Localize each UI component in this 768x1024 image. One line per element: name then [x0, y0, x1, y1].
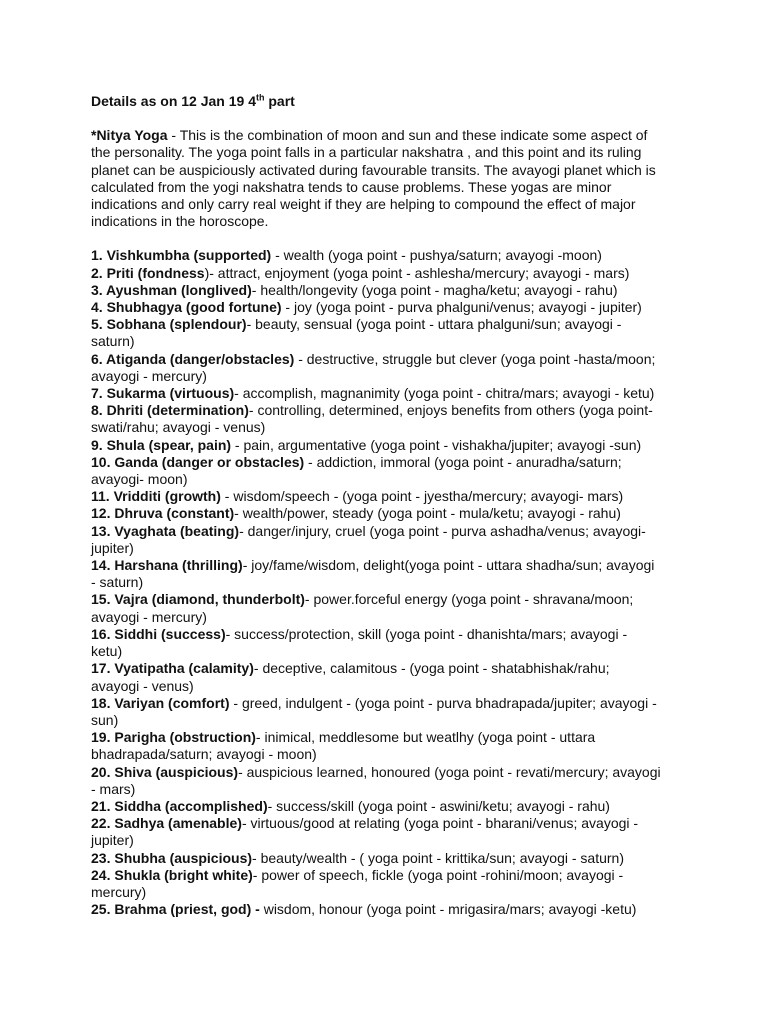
yoga-item-description: - controlling, determined, enjoys benefits from others (yoga point- — [248, 402, 653, 419]
yoga-item-title: 6. Atiganda (danger/obstacles) — [91, 350, 295, 367]
yoga-list-item — [91, 523, 691, 557]
yoga-list-item — [91, 488, 691, 505]
intro-line: indications and only carry real weight if they are helping to compound the effect of major — [91, 196, 636, 213]
yoga-item-title: 25. Brahma (priest, god) - — [91, 901, 260, 918]
yoga-item-description: - danger/injury, cruel (yoga point - purva ashadha/venus; avayogi- — [239, 522, 646, 539]
yoga-item-title: 11. Vridditi (growth) — [91, 488, 221, 505]
yoga-item-description: - beauty/wealth - ( yoga point - krittika/sun; avayogi - saturn) — [252, 849, 624, 866]
yoga-item-title: 24. Shukla (bright white) — [91, 866, 253, 883]
yoga-item-line — [91, 850, 691, 867]
yoga-item-continuation: saturn) — [91, 333, 135, 350]
yoga-list-item — [91, 351, 691, 385]
yoga-list-item — [91, 402, 691, 436]
yoga-item-line — [91, 316, 691, 333]
yoga-item-continuation: ketu) — [91, 643, 123, 660]
yoga-item-description: - pain, argumentative (yoga point - vishakha/jupiter; avayogi -sun) — [231, 436, 642, 453]
yoga-list-item — [91, 660, 691, 694]
yoga-item-title: 16. Siddhi (success) — [91, 625, 226, 642]
yoga-item-description: - wealth (yoga point - pushya/saturn; avayogi -moon) — [271, 247, 602, 264]
yoga-item-line — [91, 265, 691, 282]
yoga-item-line — [91, 764, 691, 781]
yoga-item-line — [91, 815, 691, 832]
yoga-list-item — [91, 815, 691, 849]
yoga-item-line — [91, 488, 691, 505]
yoga-list-item — [91, 867, 691, 901]
intro-line: planet can be auspiciously activated during favourable transits. The avayogi planet which is — [91, 161, 656, 178]
yoga-list-item — [91, 265, 691, 282]
yoga-item-line — [91, 695, 691, 712]
yoga-item-continuation: jupiter) — [91, 832, 134, 849]
yoga-item-description: - beauty, sensual (yoga point - uttara phalguni/sun; avayogi - — [246, 316, 622, 333]
intro-title: *Nitya Yoga — [91, 127, 168, 144]
intro-line: the personality. The yoga point falls in a particular nakshatra , and this point and its ruling — [91, 144, 642, 161]
yoga-item-title: 18. Variyan (comfort) — [91, 694, 230, 711]
yoga-item-line — [91, 626, 691, 643]
yoga-item-description: - auspicious learned, honoured (yoga point - revati/mercury; avayogi — [238, 763, 661, 780]
yoga-item-line — [91, 557, 691, 574]
yoga-list-item — [91, 437, 691, 454]
yoga-item-title: 3. Ayushman (longlived) — [91, 281, 252, 298]
yoga-item-description: - wisdom/speech - (yoga point - jyestha/mercury; avayogi- mars) — [220, 488, 624, 505]
yoga-item-description: - health/longevity (yoga point - magha/ketu; avayogi - rahu) — [251, 281, 618, 298]
yoga-item-line — [91, 523, 691, 540]
yoga-item-description: - success/skill (yoga point - aswini/ketu; avayogi - rahu) — [267, 797, 610, 814]
heading-superscript: th — [255, 92, 265, 103]
yoga-list-item — [91, 798, 691, 815]
yoga-item-description: )- attract, enjoyment (yoga point - ashlesha/mercury; avayogi - mars) — [204, 264, 630, 281]
yoga-item-title: 12. Dhruva (constant) — [91, 505, 235, 522]
yoga-item-description: - success/protection, skill (yoga point - dhanishta/mars; avayogi - — [225, 625, 628, 642]
yoga-item-description: - destructive, struggle but clever (yoga point -hasta/moon; — [294, 350, 656, 367]
yoga-list-item — [91, 505, 691, 522]
yoga-item-continuation: avayogi - mercury) — [91, 608, 207, 625]
yoga-item-continuation: avayogi- moon) — [91, 471, 188, 488]
yoga-item-description: - power of speech, fickle (yoga point -rohini/moon; avayogi - — [252, 866, 624, 883]
yoga-list-item — [91, 591, 691, 625]
yoga-item-line — [91, 591, 691, 608]
yoga-item-title: 21. Siddha (accomplished) — [91, 797, 268, 814]
yoga-item-description: - inimical, meddlesome but weatlhy (yoga point - uttara — [255, 729, 596, 746]
yoga-item-title: 22. Sadhya (amenable) — [91, 815, 242, 832]
yoga-item-line — [91, 454, 691, 471]
yoga-item-line — [91, 901, 691, 918]
yoga-list-item — [91, 764, 691, 798]
yoga-list-item — [91, 316, 691, 350]
yoga-item-line — [91, 437, 691, 454]
yoga-item-title: 20. Shiva (auspicious) — [91, 763, 239, 780]
yoga-item-description: - greed, indulgent - (yoga point - purva bhadrapada/jupiter; avayogi - — [229, 694, 657, 711]
yoga-item-continuation: - saturn) — [91, 574, 144, 591]
yoga-item-title: 8. Dhriti (determination) — [91, 402, 249, 419]
intro-first-line-rest: - This is the combination of moon and sun and these indicate some aspect of — [167, 127, 648, 144]
yoga-item-description: - virtuous/good at relating (yoga point - bharani/venus; avayogi - — [241, 815, 639, 832]
yoga-item-continuation: swati/rahu; avayogi - venus) — [91, 419, 266, 436]
yoga-item-line — [91, 282, 691, 299]
yoga-item-line — [91, 351, 691, 368]
yoga-list-item — [91, 282, 691, 299]
yoga-list-item — [91, 901, 691, 918]
intro-line — [91, 127, 691, 144]
yoga-list-item — [91, 695, 691, 729]
yoga-item-description: - power.forceful energy (yoga point - shravana/moon; — [304, 591, 634, 608]
document-page — [91, 93, 691, 918]
yoga-item-continuation: avayogi - mercury) — [91, 367, 207, 384]
yoga-list-item — [91, 385, 691, 402]
yoga-list — [91, 247, 691, 918]
yoga-item-title: 4. Shubhagya (good fortune) — [91, 299, 282, 316]
yoga-item-description: - accomplish, magnanimity (yoga point - chitra/mars; avayogi - ketu) — [234, 385, 655, 402]
yoga-item-continuation: - mars) — [91, 780, 136, 797]
yoga-item-title: 9. Shula (spear, pain) — [91, 436, 232, 453]
yoga-item-description: - deceptive, calamitous - (yoga point - shatabhishak/rahu; — [253, 660, 610, 677]
yoga-item-line — [91, 385, 691, 402]
yoga-item-description: - addiction, immoral (yoga point - anuradha/saturn; — [304, 453, 622, 470]
yoga-item-title: 10. Ganda (danger or obstacles) — [91, 453, 305, 470]
intro-line: calculated from the yogi nakshatra tends to cause problems. These yogas are minor — [91, 178, 612, 195]
yoga-item-title: 1. Vishkumbha (supported) — [91, 247, 272, 264]
yoga-item-description: wisdom, honour (yoga point - mrigasira/mars; avayogi -ketu) — [259, 901, 637, 918]
yoga-item-title: 7. Sukarma (virtuous) — [91, 385, 235, 402]
yoga-item-line — [91, 247, 691, 264]
yoga-item-line — [91, 299, 691, 316]
yoga-list-item — [91, 626, 691, 660]
yoga-list-item — [91, 557, 691, 591]
yoga-item-line — [91, 402, 691, 419]
yoga-item-line — [91, 505, 691, 522]
yoga-item-description: - joy (yoga point - purva phalguni/venus; avayogi - jupiter) — [281, 299, 642, 316]
yoga-item-title: 2. Priti (fondness — [91, 264, 205, 281]
yoga-item-description: - joy/fame/wisdom, delight(yoga point - uttara shadha/sun; avayogi — [242, 557, 655, 574]
yoga-item-line — [91, 729, 691, 746]
yoga-item-line — [91, 660, 691, 677]
yoga-item-continuation: mercury) — [91, 883, 147, 900]
yoga-item-title: 14. Harshana (thrilling) — [91, 557, 243, 574]
intro-line: indications in the horoscope. — [91, 213, 269, 230]
yoga-list-item — [91, 247, 691, 264]
yoga-item-title: 13. Vyaghata (beating) — [91, 522, 240, 539]
heading-text: Details as on 12 Jan 19 4 — [91, 93, 256, 109]
yoga-item-title: 15. Vajra (diamond, thunderbolt) — [91, 591, 305, 608]
yoga-item-title: 19. Parigha (obstruction) — [91, 729, 256, 746]
yoga-item-line — [91, 798, 691, 815]
yoga-list-item — [91, 729, 691, 763]
yoga-item-continuation: sun) — [91, 711, 119, 728]
yoga-item-title: 23. Shubha (auspicious) — [91, 849, 253, 866]
heading-text-end: part — [264, 93, 295, 109]
document-heading — [91, 93, 691, 110]
yoga-item-line — [91, 867, 691, 884]
yoga-item-continuation: jupiter) — [91, 539, 134, 556]
intro-paragraph — [91, 127, 691, 230]
yoga-list-item — [91, 454, 691, 488]
yoga-item-continuation: avayogi - venus) — [91, 677, 194, 694]
yoga-list-item — [91, 850, 691, 867]
yoga-item-title: 17. Vyatipatha (calamity) — [91, 660, 254, 677]
yoga-item-description: - wealth/power, steady (yoga point - mula/ketu; avayogi - rahu) — [234, 505, 621, 522]
yoga-list-item — [91, 299, 691, 316]
yoga-item-continuation: bhadrapada/saturn; avayogi - moon) — [91, 746, 317, 763]
yoga-item-title: 5. Sobhana (splendour) — [91, 316, 247, 333]
